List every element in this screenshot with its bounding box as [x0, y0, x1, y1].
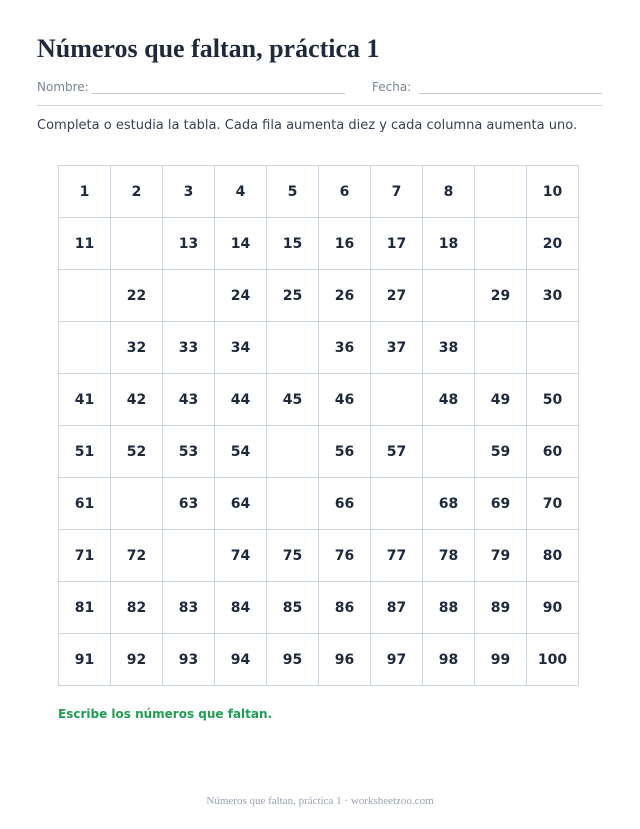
grid-cell: 84: [215, 582, 267, 634]
grid-cell: 72: [111, 530, 163, 582]
grid-cell: 44: [215, 374, 267, 426]
header-divider: [37, 105, 602, 106]
grid-cell: 43: [163, 374, 215, 426]
grid-cell: 36: [319, 322, 371, 374]
grid-cell: 6: [319, 166, 371, 218]
grid-cell-blank[interactable]: [111, 218, 163, 270]
grid-cell: 90: [527, 582, 579, 634]
grid-cell: 68: [423, 478, 475, 530]
grid-cell-blank[interactable]: [163, 530, 215, 582]
grid-cell: 3: [163, 166, 215, 218]
grid-row: [59, 270, 579, 322]
header-fields: [37, 78, 602, 98]
grid-cell-blank[interactable]: [371, 374, 423, 426]
grid-cell: 88: [423, 582, 475, 634]
grid-cell: 13: [163, 218, 215, 270]
grid-cell: 50: [527, 374, 579, 426]
grid-cell: 46: [319, 374, 371, 426]
grid-cell: 83: [163, 582, 215, 634]
grid-cell: 27: [371, 270, 423, 322]
name-line: [92, 93, 345, 94]
grid-cell: 60: [527, 426, 579, 478]
grid-cell: 64: [215, 478, 267, 530]
grid-row: [59, 426, 579, 478]
grid-cell: 14: [215, 218, 267, 270]
grid-cell: 66: [319, 478, 371, 530]
grid-cell: 99: [475, 634, 527, 686]
grid-cell: 56: [319, 426, 371, 478]
grid-cell: 34: [215, 322, 267, 374]
grid-cell: 94: [215, 634, 267, 686]
grid-cell: 10: [527, 166, 579, 218]
page-title: Números que faltan, práctica 1: [37, 34, 380, 63]
grid-row: [59, 530, 579, 582]
footer: Números que faltan, práctica 1 · worksheetzoo.com: [206, 795, 434, 807]
grid-cell: 80: [527, 530, 579, 582]
grid-cell-blank[interactable]: [423, 426, 475, 478]
grid-cell-blank[interactable]: [59, 270, 111, 322]
grid-cell: 57: [371, 426, 423, 478]
grid-cell: 95: [267, 634, 319, 686]
grid-cell: 59: [475, 426, 527, 478]
grid-cell-blank[interactable]: [475, 166, 527, 218]
grid-cell-blank[interactable]: [267, 322, 319, 374]
grid-cell: 17: [371, 218, 423, 270]
grid-cell: 87: [371, 582, 423, 634]
grid-cell: 8: [423, 166, 475, 218]
date-label: Fecha:: [372, 80, 412, 94]
grid-row: [59, 374, 579, 426]
grid-cell: 22: [111, 270, 163, 322]
grid-cell: 49: [475, 374, 527, 426]
grid-cell: 77: [371, 530, 423, 582]
grid-row: [59, 322, 579, 374]
grid-cell: 48: [423, 374, 475, 426]
grid-cell: 16: [319, 218, 371, 270]
grid-cell: 41: [59, 374, 111, 426]
grid-row: [59, 478, 579, 530]
grid-cell-blank[interactable]: [475, 218, 527, 270]
grid-cell: 75: [267, 530, 319, 582]
grid-cell: 29: [475, 270, 527, 322]
grid-cell-blank[interactable]: [111, 478, 163, 530]
grid-cell: 1: [59, 166, 111, 218]
grid-cell: 71: [59, 530, 111, 582]
grid-cell: 51: [59, 426, 111, 478]
grid-cell-blank[interactable]: [267, 426, 319, 478]
grid-cell: 96: [319, 634, 371, 686]
grid-cell: 26: [319, 270, 371, 322]
hint-text: Escribe los números que faltan.: [58, 707, 273, 721]
grid-cell: 53: [163, 426, 215, 478]
grid-cell: 2: [111, 166, 163, 218]
grid-cell: 11: [59, 218, 111, 270]
instructions: Completa o estudia la tabla. Cada fila aumenta diez y cada columna aumenta uno.: [37, 118, 578, 133]
grid-cell: 52: [111, 426, 163, 478]
grid-cell-blank[interactable]: [423, 270, 475, 322]
number-grid: [58, 165, 579, 686]
grid-cell-blank[interactable]: [267, 478, 319, 530]
grid-cell: 74: [215, 530, 267, 582]
grid-cell: 30: [527, 270, 579, 322]
grid-cell: 85: [267, 582, 319, 634]
grid-cell: 69: [475, 478, 527, 530]
name-label: Nombre:: [37, 80, 89, 94]
grid-cell-blank[interactable]: [163, 270, 215, 322]
grid-cell: 24: [215, 270, 267, 322]
grid-cell-blank[interactable]: [371, 478, 423, 530]
grid-cell: 33: [163, 322, 215, 374]
grid-cell: 92: [111, 634, 163, 686]
grid-cell: 79: [475, 530, 527, 582]
grid-cell-blank[interactable]: [59, 322, 111, 374]
grid-cell: 78: [423, 530, 475, 582]
grid-cell: 4: [215, 166, 267, 218]
grid-cell: 100: [527, 634, 579, 686]
grid-row: [59, 166, 579, 218]
grid-cell: 42: [111, 374, 163, 426]
grid-cell: 32: [111, 322, 163, 374]
grid-cell: 20: [527, 218, 579, 270]
grid-cell: 54: [215, 426, 267, 478]
grid-cell: 81: [59, 582, 111, 634]
grid-cell: 82: [111, 582, 163, 634]
date-line: [419, 93, 602, 94]
grid-row: [59, 582, 579, 634]
grid-cell: 37: [371, 322, 423, 374]
grid-row: [59, 218, 579, 270]
grid-cell: 89: [475, 582, 527, 634]
grid-cell: 93: [163, 634, 215, 686]
grid-cell: 98: [423, 634, 475, 686]
grid-cell: 63: [163, 478, 215, 530]
grid-cell: 25: [267, 270, 319, 322]
grid-cell: 18: [423, 218, 475, 270]
grid-row: [59, 634, 579, 686]
grid-cell: 5: [267, 166, 319, 218]
grid-cell: 70: [527, 478, 579, 530]
grid-cell: 45: [267, 374, 319, 426]
grid-cell-blank[interactable]: [475, 322, 527, 374]
grid-cell: 97: [371, 634, 423, 686]
grid-cell: 91: [59, 634, 111, 686]
grid-cell: 86: [319, 582, 371, 634]
grid-cell: 7: [371, 166, 423, 218]
grid-cell-blank[interactable]: [527, 322, 579, 374]
grid-cell: 61: [59, 478, 111, 530]
grid-cell: 15: [267, 218, 319, 270]
grid-cell: 38: [423, 322, 475, 374]
grid-cell: 76: [319, 530, 371, 582]
